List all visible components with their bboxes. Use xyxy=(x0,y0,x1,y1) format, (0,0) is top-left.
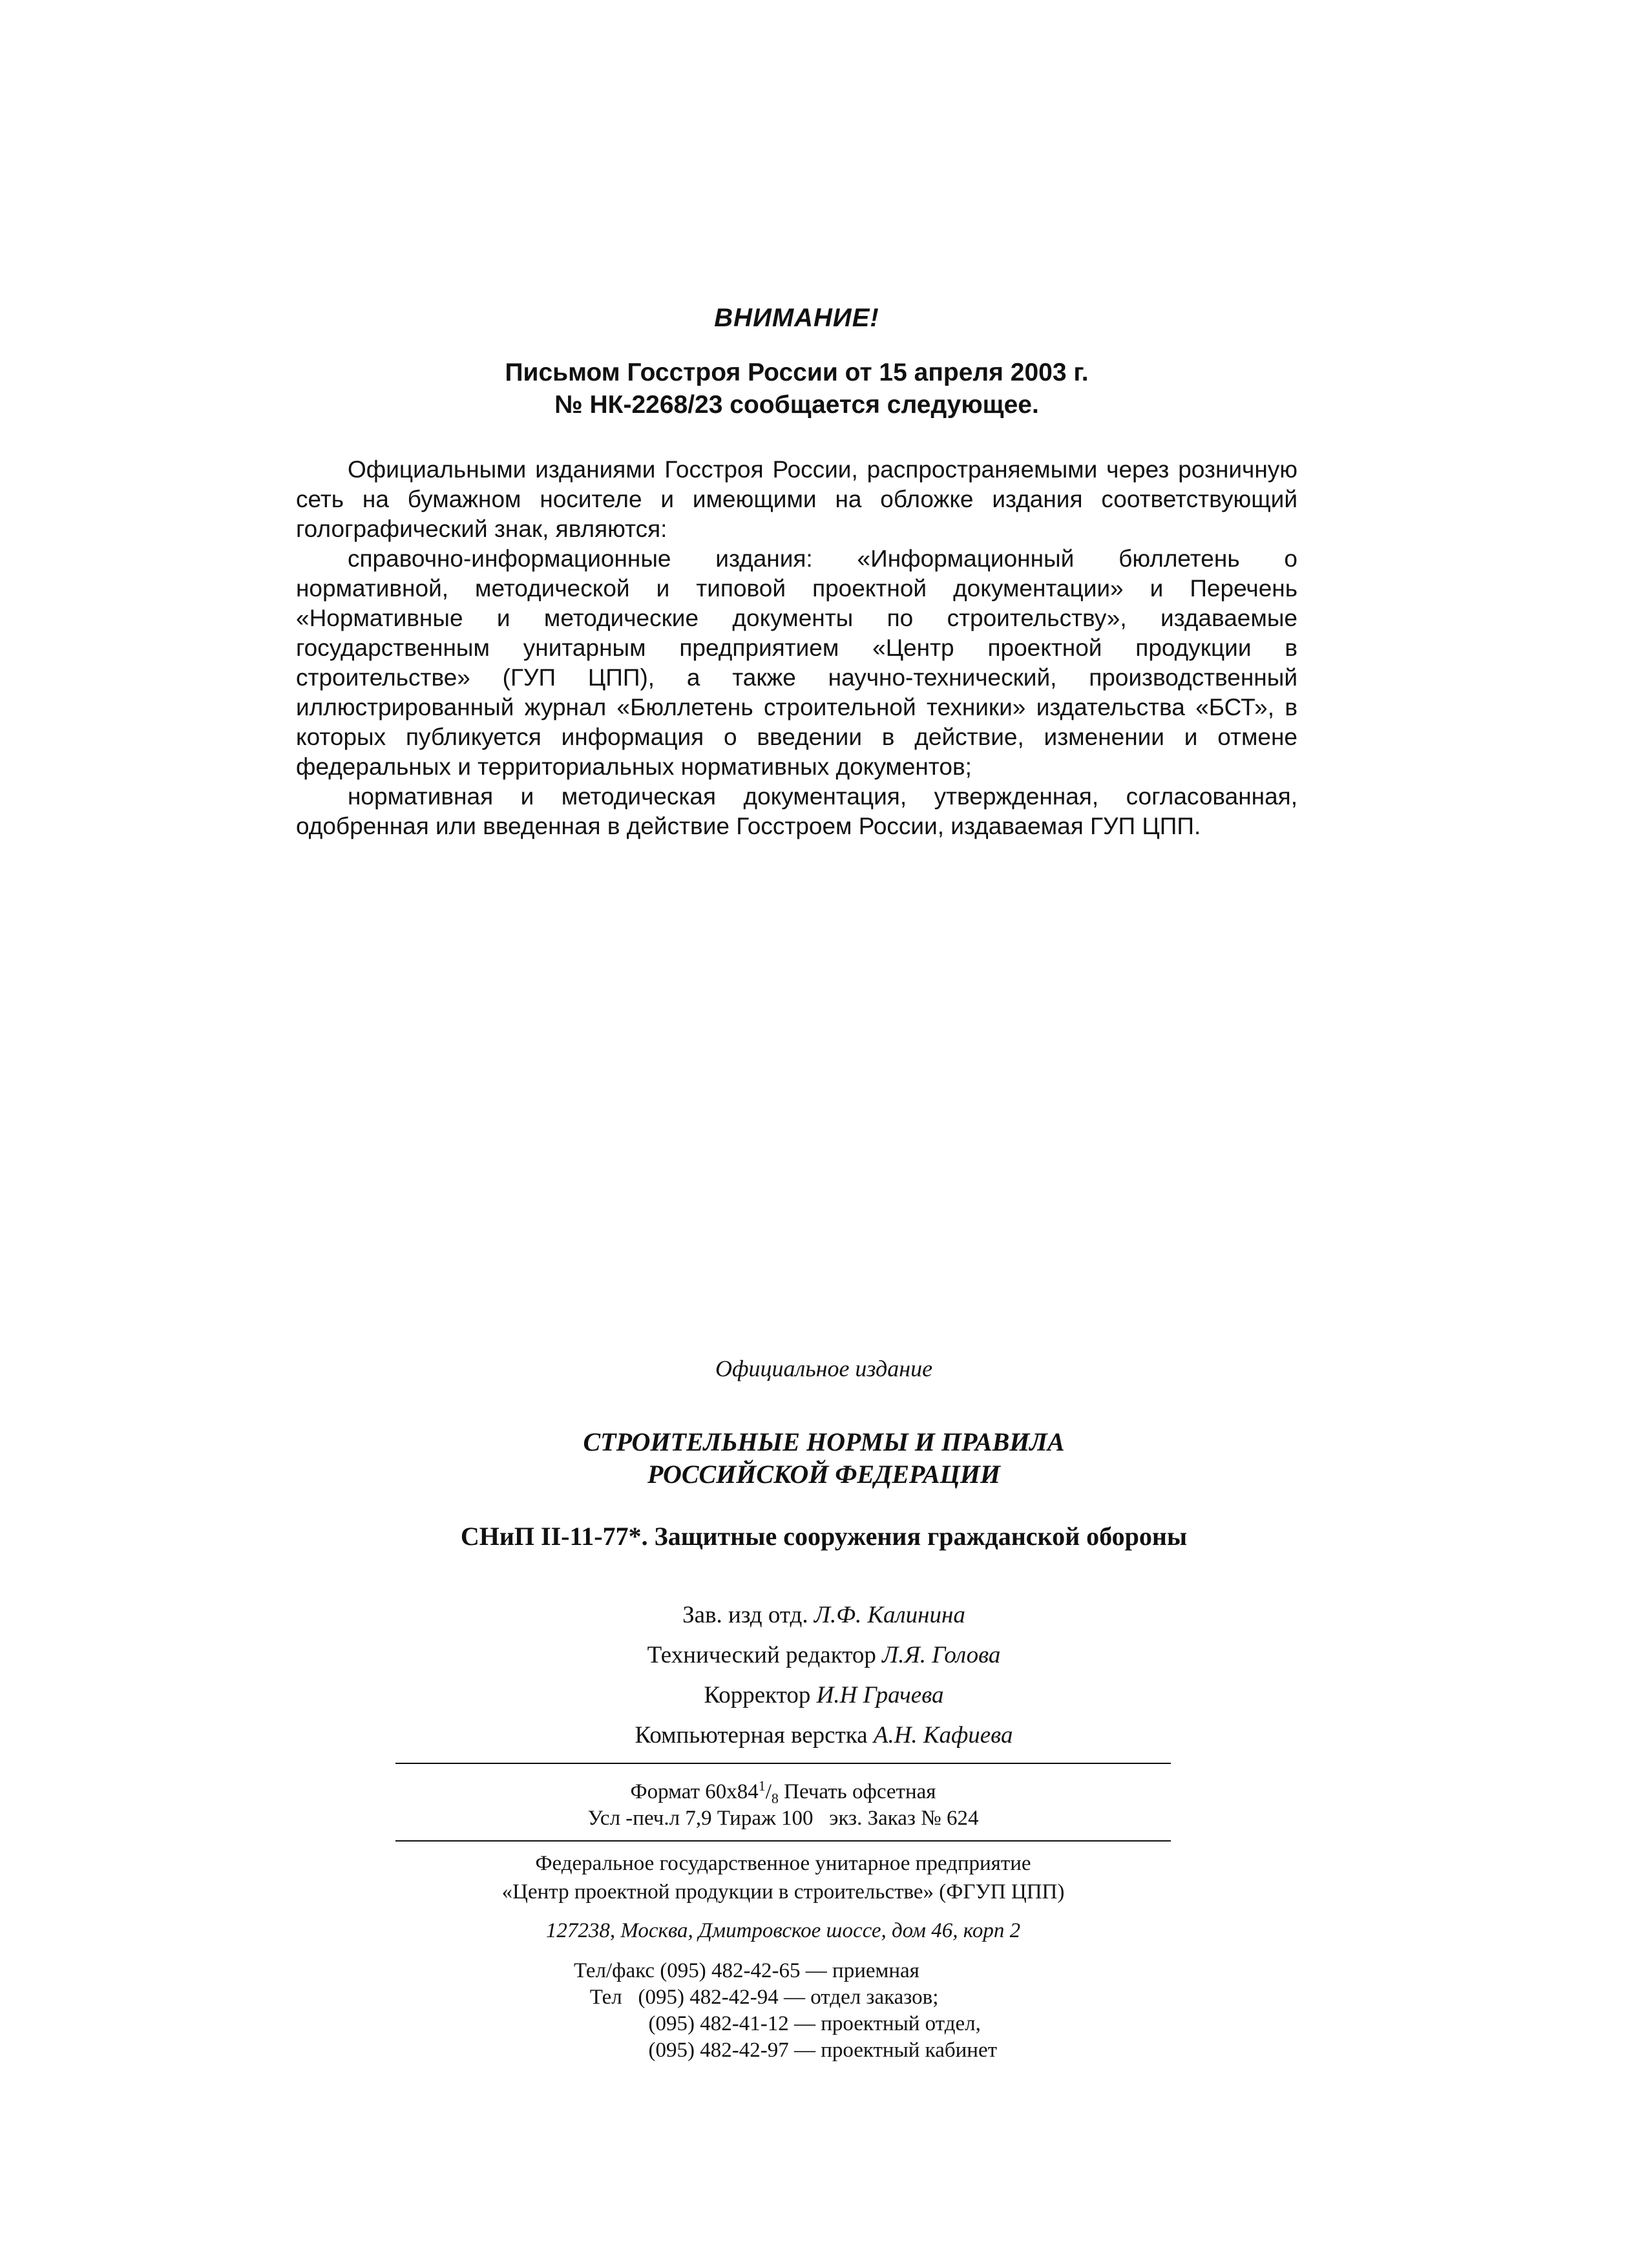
series-title-line1: СТРОИТЕЛЬНЫЕ НОРМЫ И ПРАВИЛА xyxy=(583,1427,1065,1456)
format-sup: 1 xyxy=(758,1778,766,1794)
staff-entry xyxy=(362,1675,1286,1716)
staff-name: И.Н Грачева xyxy=(816,1682,944,1708)
format-slash: / xyxy=(765,1780,772,1803)
staff-entry xyxy=(362,1635,1286,1675)
notice-paragraph-1: Официальными изданиями Госстроя России, распространяемыми через розничную сеть на бумажном носителе и имеющими на обложке издания соответствующий голографический знак, являются: xyxy=(296,456,1297,542)
notice-block xyxy=(296,301,1297,841)
notice-heading: ВНИМАНИЕ! xyxy=(714,304,879,332)
staff-list xyxy=(362,1595,1286,1756)
contact-line: Тел/факс (095) 482-42-65 — приемная xyxy=(574,1959,919,1982)
divider-bottom xyxy=(395,1840,1171,1842)
print-details-line: Усл -печ.л 7,9 Тираж 100 экз. Заказ № 624 xyxy=(587,1807,979,1830)
publisher-line2: «Центр проектной продукции в строительстве» (ФГУП ЦПП) xyxy=(501,1880,1065,1904)
format-prefix: Формат 60х84 xyxy=(630,1780,759,1803)
notice-letter-line1: Письмом Госстроя России от 15 апреля 2003 г. xyxy=(505,359,1089,386)
contact-line: (095) 482-42-97 — проектный кабинет xyxy=(574,2039,998,2062)
staff-entry xyxy=(362,1716,1286,1756)
staff-entry xyxy=(362,1595,1286,1635)
divider-top xyxy=(395,1763,1171,1764)
format-sub: 8 xyxy=(771,1790,779,1807)
edition-kind: Официальное издание xyxy=(715,1356,933,1381)
imprint-block xyxy=(362,1354,1286,1759)
staff-name: Л.Я. Голова xyxy=(882,1642,1001,1668)
contacts-block xyxy=(574,1958,997,2064)
notice-paragraph-3: нормативная и методическая документация, утвержденная, согласованная, одобренная или введенная в действие Госстроем России, издаваемая ГУП ЦПП. xyxy=(296,783,1297,839)
publisher-address: 127238, Москва, Дмитровское шоссе, дом 46, корп 2 xyxy=(545,1919,1021,1942)
series-title-line2: РОССИЙСКОЙ ФЕДЕРАЦИИ xyxy=(647,1460,1000,1489)
staff-role: Технический редактор xyxy=(647,1642,876,1668)
staff-role: Зав. изд отд. xyxy=(682,1602,808,1628)
staff-name: А.Н. Кафиева xyxy=(873,1722,1013,1748)
format-suffix: Печать офсетная xyxy=(784,1780,936,1803)
document-title: СНиП II-11-77*. Защитные сооружения гражданской обороны xyxy=(460,1522,1188,1551)
staff-role: Корректор xyxy=(704,1682,811,1708)
publisher-line1: Федеральное государственное унитарное предприятие xyxy=(535,1852,1031,1875)
staff-name: Л.Ф. Калинина xyxy=(814,1602,965,1628)
contact-line: (095) 482-41-12 — проектный отдел, xyxy=(574,2012,981,2035)
staff-role: Компьютерная верстка xyxy=(635,1722,868,1748)
notice-paragraph-2: справочно-информационные издания: «Информационный бюллетень о нормативной, методической и типовой проектной документации» и Перечень «Нормативные и методические документы по строительству», издаваемые государственным унитарным предприятием «Центр проектной продукции в строительстве» (ГУП ЦПП), а также научно-технический, производственный иллюстрированный журнал «Бюллетень строительной техники» издательства «БСТ», в которых публикуется информация о введении в действие, изменении и отмене федеральных и территориальных нормативных документов; xyxy=(296,545,1297,780)
notice-letter-line2: № НК-2268/23 сообщается следующее. xyxy=(554,391,1039,419)
contact-line: Тел (095) 482-42-94 — отдел заказов; xyxy=(574,1986,939,2009)
